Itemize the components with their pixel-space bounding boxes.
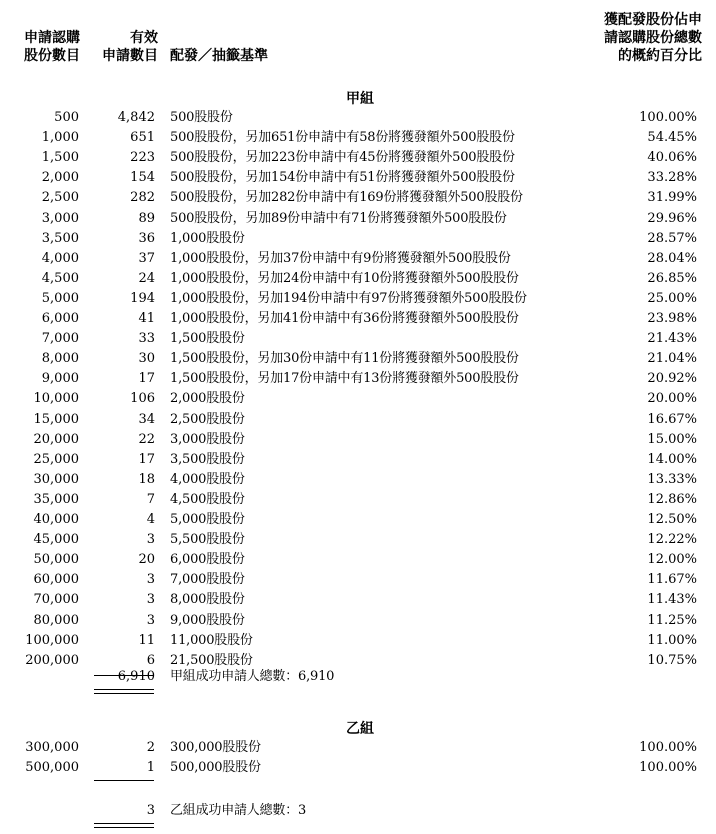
table-row	[0, 329, 716, 349]
percentage-cell: 26.85%	[647, 270, 697, 286]
valid-applications-cell: 106	[130, 391, 155, 407]
percentage-cell: 11.67%	[647, 572, 697, 588]
allotment-basis-cell: 4,000股股份	[170, 471, 245, 487]
allotment-basis-cell: 500股股份，另加282份申請中有169份將獲發額外500股股份	[170, 190, 523, 206]
allotment-basis-cell: 500股股份，另加223份申請中有45份將獲發額外500股股份	[170, 150, 515, 166]
shares-applied-cell: 2,000	[41, 170, 79, 186]
percentage-cell: 100.00%	[639, 760, 697, 775]
allotment-basis-cell: 1,000股股份，另加194份申請中有97份將獲發額外500股股份	[170, 290, 527, 306]
table-row	[0, 289, 716, 309]
valid-applications-cell: 651	[130, 130, 155, 146]
allotment-basis-cell: 11,000股股份	[170, 632, 253, 648]
allotment-basis-cell: 500,000股股份	[170, 760, 261, 775]
allotment-basis-cell: 500股股份，另加89份申請中有71份將獲發額外500股股份	[170, 210, 507, 226]
valid-applications-cell: 17	[138, 451, 155, 467]
percentage-cell: 11.25%	[647, 612, 697, 628]
allotment-basis-cell: 9,000股股份	[170, 612, 245, 628]
shares-applied-cell: 3,500	[41, 230, 79, 246]
valid-applications-cell: 30	[138, 351, 155, 367]
shares-applied-cell: 8,000	[41, 351, 79, 367]
shares-applied-cell: 3,000	[41, 210, 79, 226]
table-row	[0, 490, 716, 510]
valid-applications-cell: 1	[146, 760, 155, 775]
group-a-total-count: 6,910	[117, 669, 155, 684]
group-b-total-count: 3	[146, 803, 155, 818]
table-row	[0, 611, 716, 631]
percentage-cell: 100.00%	[639, 740, 697, 755]
shares-applied-cell: 4,500	[41, 270, 79, 286]
allotment-basis-cell: 500股股份	[170, 110, 233, 125]
allotment-basis-cell: 3,500股股份	[170, 451, 245, 467]
valid-applications-cell: 37	[138, 250, 155, 266]
percentage-cell: 12.50%	[647, 512, 697, 527]
allotment-basis-cell: 1,500股股份，另加17份申請中有13份將獲發額外500股股份	[170, 371, 519, 387]
shares-applied-cell: 5,000	[41, 290, 79, 306]
table-row	[0, 128, 716, 148]
allotment-basis-cell: 5,000股股份	[170, 512, 245, 527]
table-row	[0, 369, 716, 389]
valid-applications-cell: 33	[138, 331, 155, 347]
header-approx-percentage: 獲配發股份佔申 請認購股份總數 的概約百分比	[604, 12, 702, 64]
shares-applied-cell: 50,000	[33, 552, 79, 568]
shares-applied-cell: 60,000	[33, 572, 79, 588]
percentage-cell: 20.92%	[647, 371, 697, 387]
table-row	[0, 349, 716, 369]
valid-applications-cell: 24	[138, 270, 155, 286]
table-row	[0, 389, 716, 409]
valid-applications-cell: 20	[138, 552, 155, 568]
shares-applied-cell: 10,000	[33, 391, 79, 407]
table-row	[0, 530, 716, 550]
shares-applied-cell: 40,000	[33, 512, 79, 527]
table-row	[0, 510, 716, 530]
table-row	[0, 570, 716, 590]
allotment-basis-cell: 5,500股股份	[170, 532, 245, 548]
percentage-cell: 20.00%	[647, 391, 697, 407]
shares-applied-cell: 15,000	[33, 411, 79, 427]
shares-applied-cell: 500,000	[25, 760, 79, 775]
allotment-basis-cell: 500股股份，另加154份申請中有51份將獲發額外500股股份	[170, 170, 515, 186]
shares-applied-cell: 9,000	[41, 371, 79, 387]
valid-applications-cell: 34	[138, 411, 155, 427]
valid-applications-cell: 7	[146, 491, 155, 507]
percentage-cell: 54.45%	[647, 130, 697, 146]
group-b-total-label: 乙組成功申請人總數：3	[170, 803, 307, 818]
group-b-subtotal-rule	[94, 780, 154, 781]
valid-applications-cell: 18	[138, 471, 155, 487]
shares-applied-cell: 4,000	[41, 250, 79, 266]
allotment-basis-cell: 1,500股股份，另加30份申請中有11份將獲發額外500股股份	[170, 351, 519, 367]
shares-applied-cell: 25,000	[33, 451, 79, 467]
table-row	[0, 758, 716, 778]
header-valid-applications: 有效 申請數目	[102, 30, 158, 64]
allotment-basis-cell: 4,500股股份	[170, 491, 245, 507]
allotment-basis-cell: 6,000股股份	[170, 552, 245, 568]
table-row	[0, 229, 716, 249]
group-a-total-row	[0, 667, 716, 687]
allotment-basis-cell: 1,000股股份，另加41份申請中有36份將獲發額外500股股份	[170, 311, 519, 326]
percentage-cell: 23.98%	[647, 311, 697, 326]
table-row	[0, 430, 716, 450]
table-row	[0, 410, 716, 430]
table-row	[0, 148, 716, 168]
table-row	[0, 631, 716, 651]
table-row	[0, 450, 716, 470]
table-row	[0, 168, 716, 188]
valid-applications-cell: 4	[146, 512, 155, 527]
valid-applications-cell: 11	[138, 632, 155, 648]
allotment-basis-cell: 1,000股股份，另加37份申請中有9份將獲發額外500股股份	[170, 250, 511, 266]
shares-applied-cell: 45,000	[33, 532, 79, 548]
table-row	[0, 550, 716, 570]
shares-applied-cell: 100,000	[25, 632, 79, 648]
allotment-basis-cell: 2,000股股份	[170, 391, 245, 407]
allotment-basis-cell: 2,500股股份	[170, 411, 245, 427]
shares-applied-cell: 30,000	[33, 471, 79, 487]
allotment-basis-cell: 3,000股股份	[170, 431, 245, 447]
allotment-basis-cell: 300,000股股份	[170, 740, 261, 755]
valid-applications-cell: 3	[146, 572, 155, 588]
percentage-cell: 29.96%	[647, 210, 697, 226]
percentage-cell: 15.00%	[647, 431, 697, 447]
allotment-basis-cell: 1,500股股份	[170, 331, 245, 347]
table-row	[0, 738, 716, 758]
valid-applications-cell: 4,842	[117, 110, 155, 125]
allotment-basis-cell: 21,500股股份	[170, 652, 253, 668]
percentage-cell: 21.04%	[647, 351, 697, 367]
percentage-cell: 21.43%	[647, 331, 697, 347]
valid-applications-cell: 22	[138, 431, 155, 447]
group-a-title: 甲組	[346, 91, 374, 107]
percentage-cell: 12.22%	[647, 532, 697, 548]
group-a-double-rule-bottom	[94, 693, 154, 694]
shares-applied-cell: 1,500	[41, 150, 79, 166]
percentage-cell: 11.00%	[647, 632, 697, 648]
percentage-cell: 28.04%	[647, 250, 697, 266]
table-row	[0, 188, 716, 208]
shares-applied-cell: 20,000	[33, 431, 79, 447]
valid-applications-cell: 3	[146, 532, 155, 548]
shares-applied-cell: 1,000	[41, 130, 79, 146]
valid-applications-cell: 89	[138, 210, 155, 226]
valid-applications-cell: 36	[138, 230, 155, 246]
percentage-cell: 10.75%	[647, 652, 697, 668]
percentage-cell: 33.28%	[647, 170, 697, 186]
valid-applications-cell: 194	[130, 290, 155, 306]
shares-applied-cell: 35,000	[33, 491, 79, 507]
table-row	[0, 209, 716, 229]
shares-applied-cell: 6,000	[41, 311, 79, 326]
percentage-cell: 16.67%	[647, 411, 697, 427]
header-allotment-basis: 配發／抽籤基準	[170, 48, 268, 64]
shares-applied-cell: 200,000	[25, 652, 79, 668]
shares-applied-cell: 300,000	[25, 740, 79, 755]
valid-applications-cell: 154	[130, 170, 155, 186]
shares-applied-cell: 500	[54, 110, 79, 125]
percentage-cell: 100.00%	[639, 110, 697, 125]
valid-applications-cell: 17	[138, 371, 155, 387]
group-a-double-rule-top	[94, 689, 154, 690]
valid-applications-cell: 223	[130, 150, 155, 166]
table-row	[0, 470, 716, 490]
shares-applied-cell: 70,000	[33, 592, 79, 608]
allotment-basis-cell: 1,000股股份	[170, 230, 245, 246]
shares-applied-cell: 80,000	[33, 612, 79, 628]
percentage-cell: 12.86%	[647, 491, 697, 507]
allotment-basis-cell: 8,000股股份	[170, 592, 245, 608]
allotment-basis-cell: 500股股份，另加651份申請中有58份將獲發額外500股股份	[170, 130, 515, 146]
header-shares-applied: 申請認購 股份數目	[24, 30, 80, 64]
group-b-double-rule-bottom	[94, 827, 154, 828]
valid-applications-cell: 41	[138, 311, 155, 326]
percentage-cell: 25.00%	[647, 290, 697, 306]
group-b-title: 乙組	[346, 721, 374, 737]
percentage-cell: 13.33%	[647, 471, 697, 487]
percentage-cell: 31.99%	[647, 190, 697, 206]
group-b-total-row	[0, 801, 716, 821]
valid-applications-cell: 6	[146, 652, 155, 668]
percentage-cell: 28.57%	[647, 230, 697, 246]
valid-applications-cell: 3	[146, 612, 155, 628]
table-row	[0, 269, 716, 289]
group-a-total-label: 甲組成功申請人總數：6,910	[170, 669, 335, 684]
percentage-cell: 11.43%	[647, 592, 697, 608]
table-row	[0, 309, 716, 329]
group-b-double-rule-top	[94, 823, 154, 824]
shares-applied-cell: 7,000	[41, 331, 79, 347]
valid-applications-cell: 2	[146, 740, 155, 755]
table-row	[0, 249, 716, 269]
percentage-cell: 12.00%	[647, 552, 697, 568]
percentage-cell: 14.00%	[647, 451, 697, 467]
valid-applications-cell: 3	[146, 592, 155, 608]
table-row	[0, 590, 716, 610]
valid-applications-cell: 282	[130, 190, 155, 206]
percentage-cell: 40.06%	[647, 150, 697, 166]
allotment-basis-cell: 1,000股股份，另加24份申請中有10份將獲發額外500股股份	[170, 270, 519, 286]
table-row	[0, 108, 716, 128]
allotment-basis-cell: 7,000股股份	[170, 572, 245, 588]
shares-applied-cell: 2,500	[41, 190, 79, 206]
